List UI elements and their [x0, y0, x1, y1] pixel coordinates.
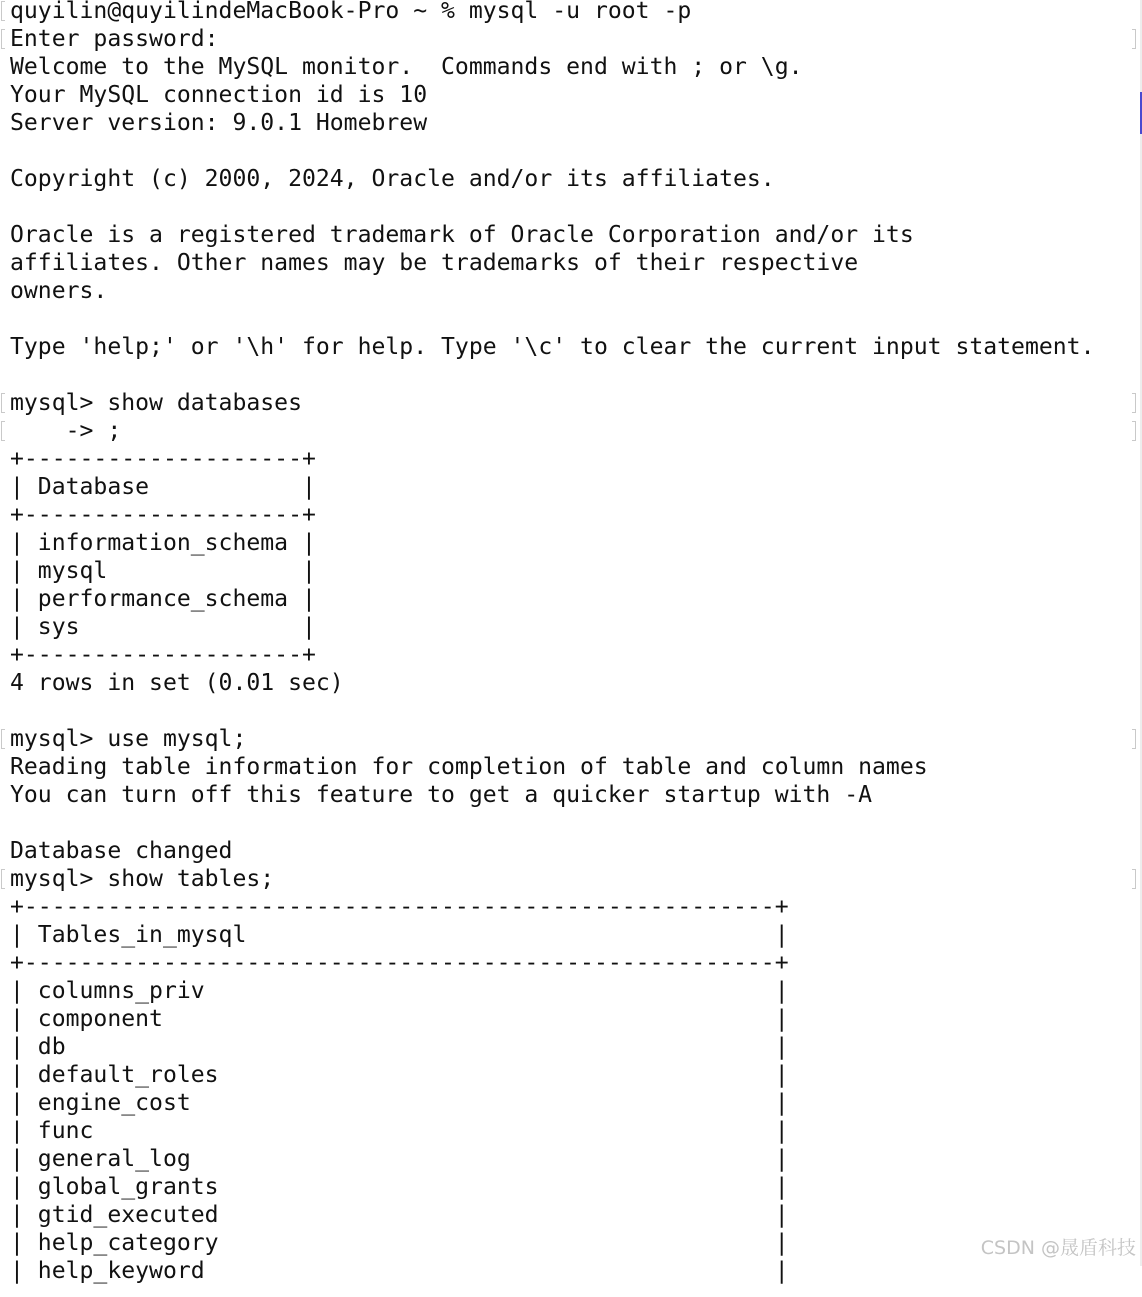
- terminal-line: [0, 361, 1142, 389]
- terminal-line: [0, 557, 1142, 585]
- line-mark-left: [1, 1, 5, 21]
- terminal-line: [0, 921, 1142, 949]
- terminal-line-text: +------------------------------------------------------+: [10, 950, 789, 976]
- terminal-line: [0, 221, 1142, 249]
- terminal-line-text: affiliates. Other names may be trademarks of their respective: [10, 250, 859, 276]
- terminal-line-text: | general_log |: [10, 1146, 789, 1172]
- terminal-line: [0, 613, 1142, 641]
- terminal-line-text: | gtid_executed |: [10, 1202, 789, 1228]
- terminal-line: [0, 277, 1142, 305]
- terminal-line-text: Oracle is a registered trademark of Oracle Corporation and/or its: [10, 222, 914, 248]
- terminal-line: [0, 0, 1142, 25]
- terminal-line: [0, 809, 1142, 837]
- terminal-line: [0, 165, 1142, 193]
- terminal-line-text: 4 rows in set (0.01 sec): [10, 670, 344, 696]
- terminal-line-text: quyilin@quyilindeMacBook-Pro ~ % mysql -u root -p: [10, 0, 692, 24]
- terminal-line-text: | mysql |: [10, 558, 316, 584]
- terminal-line: [0, 641, 1142, 669]
- terminal-line-text: -> ;: [10, 418, 122, 444]
- terminal-line-text: | sys |: [10, 614, 316, 640]
- terminal-line: [0, 1145, 1142, 1173]
- terminal-line-text: | Tables_in_mysql |: [10, 922, 789, 948]
- terminal-line-text: | help_category |: [10, 1230, 789, 1256]
- terminal-line: [0, 725, 1142, 753]
- terminal-line: [0, 137, 1142, 165]
- terminal-line: [0, 977, 1142, 1005]
- terminal-line-text: mysql> show databases: [10, 390, 302, 416]
- line-mark-left: [1, 729, 5, 749]
- terminal-line: [0, 333, 1142, 361]
- terminal-line-text: | Database |: [10, 474, 316, 500]
- terminal-line: [0, 1257, 1142, 1285]
- terminal-line: [0, 781, 1142, 809]
- terminal-line: [0, 837, 1142, 865]
- terminal-line-text: Database changed: [10, 838, 233, 864]
- terminal-line: [0, 1229, 1142, 1257]
- terminal-line-text: Copyright (c) 2000, 2024, Oracle and/or its affiliates.: [10, 166, 775, 192]
- terminal-line-text: Your MySQL connection id is 10: [10, 82, 428, 108]
- line-mark-right: [1132, 421, 1136, 441]
- line-mark-left: [1, 393, 5, 413]
- terminal-line-text: | global_grants |: [10, 1174, 789, 1200]
- terminal-line: [0, 81, 1142, 109]
- terminal-line: [0, 865, 1142, 893]
- terminal-line: [0, 389, 1142, 417]
- terminal-line: [0, 249, 1142, 277]
- line-mark-right: [1132, 729, 1136, 749]
- terminal-line: [0, 1089, 1142, 1117]
- terminal-line-text: Enter password:: [10, 26, 219, 52]
- terminal-line-text: Type 'help;' or '\h' for help. Type '\c' to clear the current input statement.: [10, 334, 1095, 360]
- terminal-line: [0, 1117, 1142, 1145]
- terminal-line: [0, 893, 1142, 921]
- terminal-line-text: | information_schema |: [10, 530, 316, 556]
- terminal-line: [0, 1033, 1142, 1061]
- terminal-line-text: +--------------------+: [10, 446, 316, 472]
- terminal-line: [0, 949, 1142, 977]
- line-mark-right: [1132, 393, 1136, 413]
- terminal-line-text: +------------------------------------------------------+: [10, 894, 789, 920]
- terminal-line: [0, 669, 1142, 697]
- terminal-line-text: Reading table information for completion of table and column names: [10, 754, 928, 780]
- line-mark-left: [1, 869, 5, 889]
- terminal-line: [0, 585, 1142, 613]
- terminal-line: [0, 473, 1142, 501]
- terminal-line-text: owners.: [10, 278, 108, 304]
- terminal-line: [0, 109, 1142, 137]
- terminal-line-text: | db |: [10, 1034, 789, 1060]
- terminal-line: [0, 53, 1142, 81]
- terminal-line: [0, 1005, 1142, 1033]
- terminal-line: [0, 417, 1142, 445]
- terminal-line-text: mysql> show tables;: [10, 866, 275, 892]
- terminal-line: [0, 193, 1142, 221]
- terminal-line: [0, 305, 1142, 333]
- terminal-line: [0, 1201, 1142, 1229]
- terminal-line-text: Server version: 9.0.1 Homebrew: [10, 110, 428, 136]
- terminal-line-text: | columns_priv |: [10, 978, 789, 1004]
- terminal-line-text: +--------------------+: [10, 642, 316, 668]
- line-mark-left: [1, 29, 5, 49]
- line-mark-right: [1132, 29, 1136, 49]
- terminal-line: [0, 1173, 1142, 1201]
- terminal-line: [0, 697, 1142, 725]
- line-mark-left: [1, 421, 5, 441]
- terminal-line: [0, 1061, 1142, 1089]
- terminal-line: [0, 445, 1142, 473]
- terminal-line-text: | func |: [10, 1118, 789, 1144]
- terminal-line: [0, 25, 1142, 53]
- terminal-line-text: +--------------------+: [10, 502, 316, 528]
- watermark: CSDN @晟盾科技: [980, 1237, 1136, 1259]
- terminal-line-text: You can turn off this feature to get a quicker startup with -A: [10, 782, 873, 808]
- terminal-line-text: | help_keyword |: [10, 1258, 789, 1284]
- terminal-line-text: | component |: [10, 1006, 789, 1032]
- terminal-line: [0, 529, 1142, 557]
- terminal-line: [0, 753, 1142, 781]
- terminal-line: [0, 501, 1142, 529]
- line-mark-right: [1132, 869, 1136, 889]
- terminal-line-text: mysql> use mysql;: [10, 726, 247, 752]
- terminal-line-text: Welcome to the MySQL monitor. Commands end with ; or \g.: [10, 54, 803, 80]
- terminal-line-text: | engine_cost |: [10, 1090, 789, 1116]
- terminal-line-text: | performance_schema |: [10, 586, 316, 612]
- terminal-line-text: | default_roles |: [10, 1062, 789, 1088]
